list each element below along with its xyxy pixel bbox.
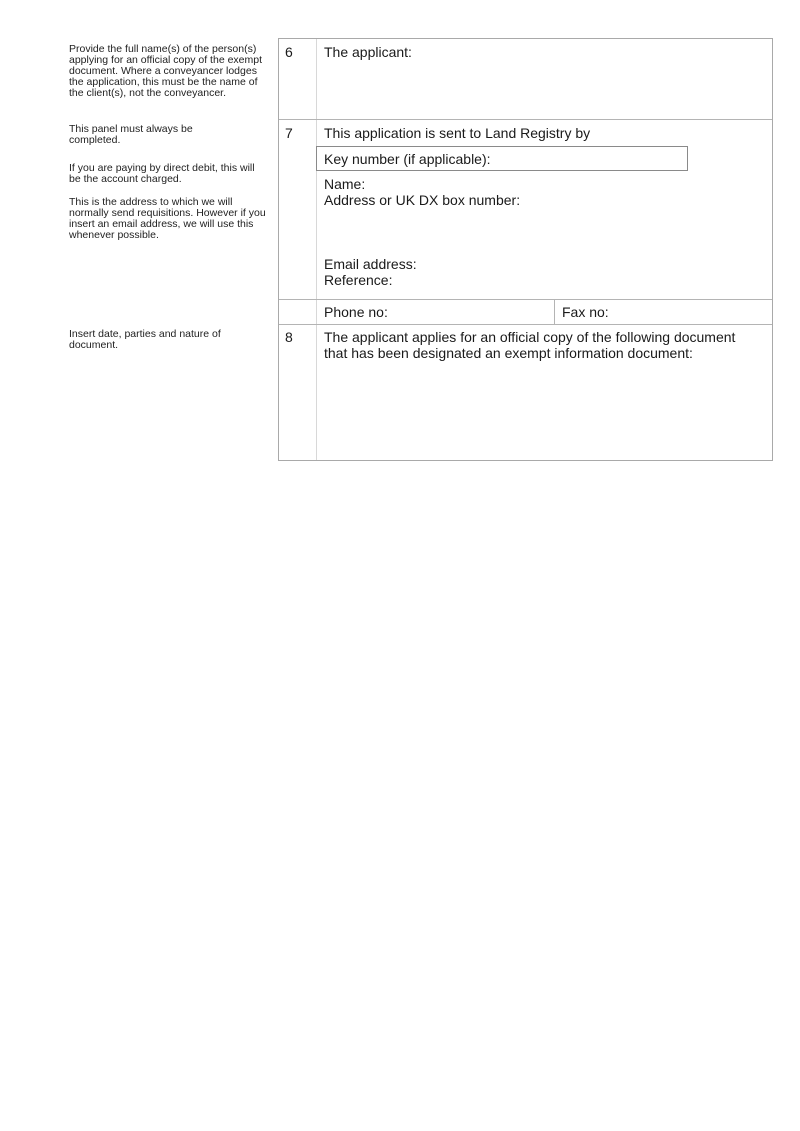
panel6-divider	[279, 119, 772, 120]
name-field-label: Name:	[324, 176, 366, 192]
phone-row-top-divider	[279, 299, 772, 300]
panel8-number: 8	[285, 329, 293, 345]
panel8-guidance: Insert date, parties and nature of document.	[69, 328, 221, 351]
panel7-title: This application is sent to Land Registry by	[324, 125, 591, 141]
phone-fax-divider	[554, 299, 555, 324]
panel7-divider	[279, 324, 772, 325]
reference-field-label: Reference:	[324, 272, 393, 288]
email-field-label: Email address:	[324, 256, 417, 272]
panel6-title: The applicant:	[324, 44, 412, 60]
panel6-guidance: Provide the full name(s) of the person(s) applying for an official copy of the exempt document. Where a conveyancer lodges the application, this must be the name of the client(s), not the conveyancer.	[69, 43, 263, 99]
address-field-label: Address or UK DX box number:	[324, 192, 521, 208]
panel7-guidance-address: This is the address to which we will normally send requisitions. However if you insert an email address, we will use this whenever possible.	[69, 196, 266, 241]
panel6-number: 6	[285, 44, 293, 60]
panel7-number: 7	[285, 125, 293, 141]
number-column-divider	[316, 39, 317, 460]
application-form-panels	[278, 38, 773, 461]
panel8-text-line2: that has been designated an exempt information document:	[324, 345, 693, 361]
key-number-field[interactable]: Key number (if applicable):	[316, 146, 688, 171]
phone-field-label: Phone no:	[324, 304, 388, 320]
panel7-guidance-direct-debit: If you are paying by direct debit, this will be the account charged.	[69, 162, 255, 185]
panel8-text-line1: The applicant applies for an official copy of the following document	[324, 329, 736, 345]
panel7-guidance-always: This panel must always be completed.	[69, 123, 193, 146]
fax-field-label: Fax no:	[562, 304, 609, 320]
